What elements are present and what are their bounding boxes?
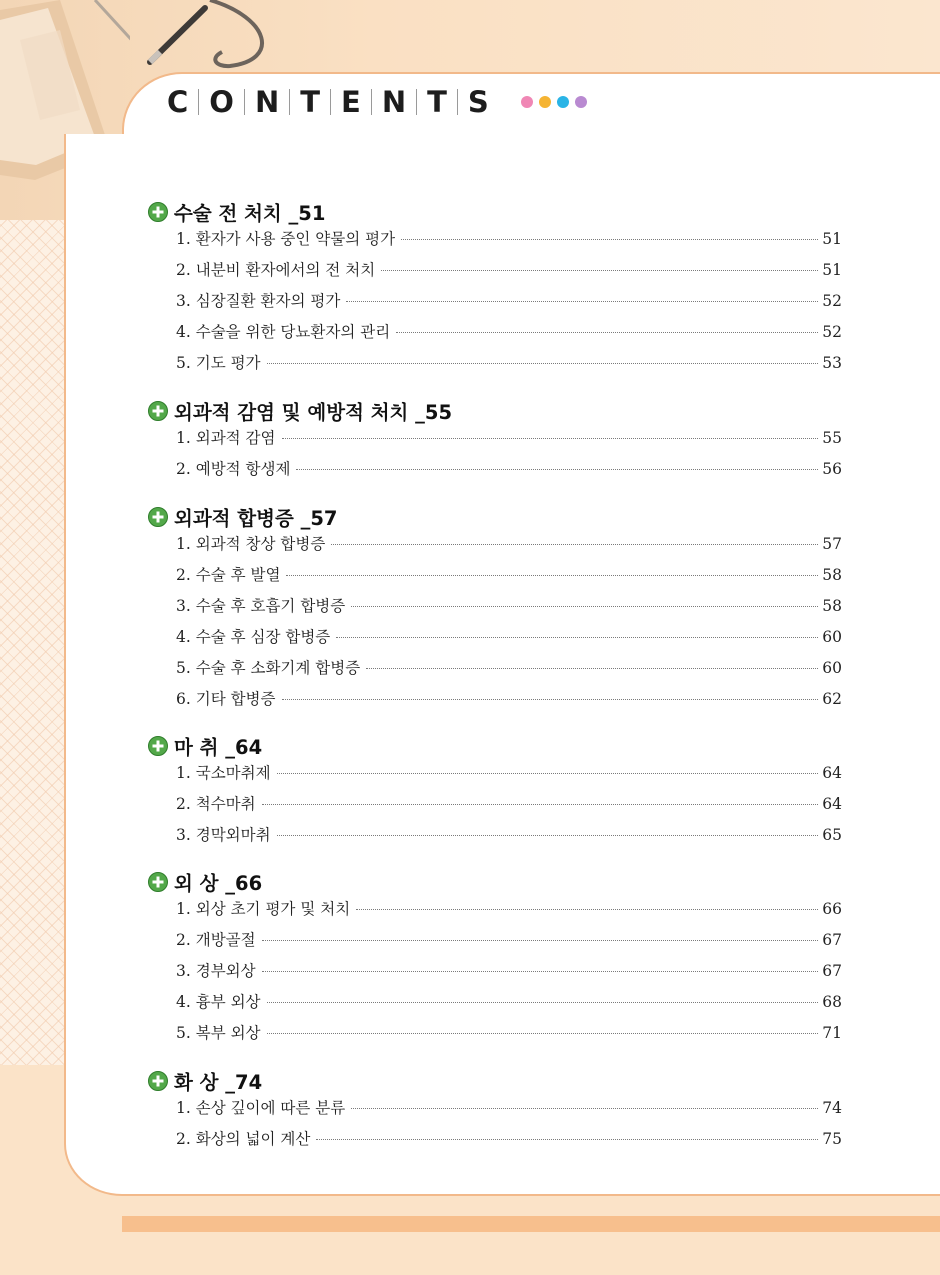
entry-title: 3. 심장질환 환자의 평가 — [176, 292, 341, 310]
page-number: 60 — [822, 628, 842, 646]
section-title: 수술 전 처치 _51 — [174, 202, 326, 225]
toc-entry[interactable] — [176, 897, 842, 919]
entry-title: 1. 국소마취제 — [176, 764, 271, 782]
page-number: 75 — [822, 1130, 842, 1148]
page-number: 65 — [822, 826, 842, 844]
title-letter: T — [300, 85, 321, 119]
section-title: 화 상 _74 — [174, 1071, 263, 1094]
dot-leader — [396, 332, 818, 333]
dot-icon — [557, 96, 569, 108]
dot-leader — [351, 1108, 818, 1109]
page-number: 56 — [822, 460, 842, 478]
toc-entry[interactable] — [176, 258, 842, 280]
title-letter: S — [467, 85, 489, 119]
section-heading — [148, 198, 325, 226]
plus-circle-icon — [148, 401, 168, 421]
pen-stethoscope-illustration — [130, 0, 280, 72]
page-number: 51 — [822, 261, 842, 279]
dot-icon — [539, 96, 551, 108]
page-number: 55 — [822, 429, 842, 447]
toc-entry[interactable] — [176, 687, 842, 709]
dot-leader — [346, 301, 818, 302]
plus-circle-icon — [148, 736, 168, 756]
entry-title: 5. 기도 평가 — [176, 354, 261, 372]
dot-leader — [316, 1139, 818, 1140]
title-letter: N — [254, 85, 280, 119]
section-title: 외과적 감염 및 예방적 처치 _55 — [174, 401, 453, 424]
entry-title: 6. 기타 합병증 — [176, 690, 276, 708]
entry-title: 3. 경부외상 — [176, 962, 256, 980]
page-number: 67 — [822, 931, 842, 949]
dot-icon — [575, 96, 587, 108]
section-heading — [148, 868, 262, 896]
toc-entry[interactable] — [176, 1127, 842, 1149]
entry-title: 2. 수술 후 발열 — [176, 566, 281, 584]
toc-entry[interactable] — [176, 959, 842, 981]
toc-entry[interactable] — [176, 792, 842, 814]
page-number: 66 — [822, 900, 842, 918]
entry-title: 3. 수술 후 호흡기 합병증 — [176, 597, 346, 615]
page-number: 51 — [822, 230, 842, 248]
title-letter: C — [167, 85, 189, 119]
dot-leader — [401, 239, 818, 240]
page-number: 60 — [822, 659, 842, 677]
toc-entry[interactable] — [176, 656, 842, 678]
page-number: 58 — [822, 566, 842, 584]
entry-title: 1. 외상 초기 평가 및 처치 — [176, 900, 351, 918]
entry-title: 4. 흉부 외상 — [176, 993, 261, 1011]
entry-title: 4. 수술 후 심장 합병증 — [176, 628, 331, 646]
entry-title: 2. 화상의 넓이 계산 — [176, 1130, 311, 1148]
title-letter: E — [341, 85, 361, 119]
toc-entry[interactable] — [176, 227, 842, 249]
entry-title: 3. 경막외마취 — [176, 826, 271, 844]
title-letter: T — [427, 85, 447, 119]
page-number: 64 — [822, 795, 842, 813]
plus-circle-icon — [148, 1071, 168, 1091]
page-number: 62 — [822, 690, 842, 708]
entry-title: 2. 개방골절 — [176, 931, 256, 949]
dot-leader — [331, 544, 818, 545]
dot-leader — [262, 804, 819, 805]
decorative-dots — [521, 96, 587, 108]
entry-title: 1. 외과적 감염 — [176, 429, 276, 447]
toc-entry[interactable] — [176, 289, 842, 311]
toc-entry[interactable] — [176, 351, 842, 373]
entry-title: 1. 손상 깊이에 따른 분류 — [176, 1099, 346, 1117]
toc-entry[interactable] — [176, 625, 842, 647]
page-number: 53 — [822, 354, 842, 372]
toc-entry[interactable] — [176, 320, 842, 342]
dot-leader — [381, 270, 818, 271]
dot-leader — [277, 773, 819, 774]
entry-title: 2. 예방적 항생제 — [176, 460, 291, 478]
section-title: 외과적 합병증 _57 — [174, 507, 338, 530]
section-title: 외 상 _66 — [174, 872, 263, 895]
page-number: 67 — [822, 962, 842, 980]
title-letter: O — [209, 85, 234, 119]
page-number: 57 — [822, 535, 842, 553]
entry-title: 4. 수술을 위한 당뇨환자의 관리 — [176, 323, 391, 341]
section-heading — [148, 732, 262, 760]
dot-leader — [336, 637, 818, 638]
page-number: 74 — [822, 1099, 842, 1117]
entry-title: 5. 복부 외상 — [176, 1024, 261, 1042]
dot-leader — [282, 438, 819, 439]
dot-leader — [267, 1033, 819, 1034]
dot-leader — [277, 835, 819, 836]
dot-leader — [262, 940, 819, 941]
page-number: 64 — [822, 764, 842, 782]
dot-leader — [282, 699, 819, 700]
plus-circle-icon — [148, 507, 168, 527]
dot-leader — [351, 606, 818, 607]
title-letter: N — [381, 85, 407, 119]
dot-leader — [267, 363, 819, 364]
left-pattern-strip — [0, 220, 66, 1065]
page-number: 68 — [822, 993, 842, 1011]
page-number: 52 — [822, 323, 842, 341]
page-number: 52 — [822, 292, 842, 310]
toc-entry[interactable] — [176, 990, 842, 1012]
dot-leader — [356, 909, 818, 910]
toc-entry[interactable] — [176, 457, 842, 479]
plus-circle-icon — [148, 872, 168, 892]
section-heading — [148, 1067, 262, 1095]
section-title: 마 취 _64 — [174, 736, 263, 759]
toc-entry[interactable] — [176, 928, 842, 950]
contents-title — [157, 86, 587, 118]
plus-circle-icon — [148, 202, 168, 222]
toc-entry[interactable] — [176, 532, 842, 554]
page-number: 58 — [822, 597, 842, 615]
dot-leader — [267, 1002, 819, 1003]
bottom-accent-stripe — [122, 1216, 940, 1232]
section-heading — [148, 503, 338, 531]
page-number: 71 — [822, 1024, 842, 1042]
toc-entry[interactable] — [176, 761, 842, 783]
toc-entry[interactable] — [176, 563, 842, 585]
dot-leader — [296, 469, 818, 470]
contents-header — [122, 72, 940, 138]
dot-icon — [521, 96, 533, 108]
entry-title: 1. 외과적 창상 합병증 — [176, 535, 326, 553]
dot-leader — [286, 575, 818, 576]
dot-leader — [366, 668, 818, 669]
toc-entry[interactable] — [176, 823, 842, 845]
dot-leader — [262, 971, 819, 972]
toc-entry[interactable] — [176, 1096, 842, 1118]
entry-title: 1. 환자가 사용 중인 약물의 평가 — [176, 230, 396, 248]
entry-title: 5. 수술 후 소화기계 합병증 — [176, 659, 361, 677]
toc-entry[interactable] — [176, 426, 842, 448]
section-heading — [148, 397, 452, 425]
entry-title: 2. 척수마취 — [176, 795, 256, 813]
toc-entry[interactable] — [176, 594, 842, 616]
toc-entry[interactable] — [176, 1021, 842, 1043]
entry-title: 2. 내분비 환자에서의 전 처치 — [176, 261, 376, 279]
